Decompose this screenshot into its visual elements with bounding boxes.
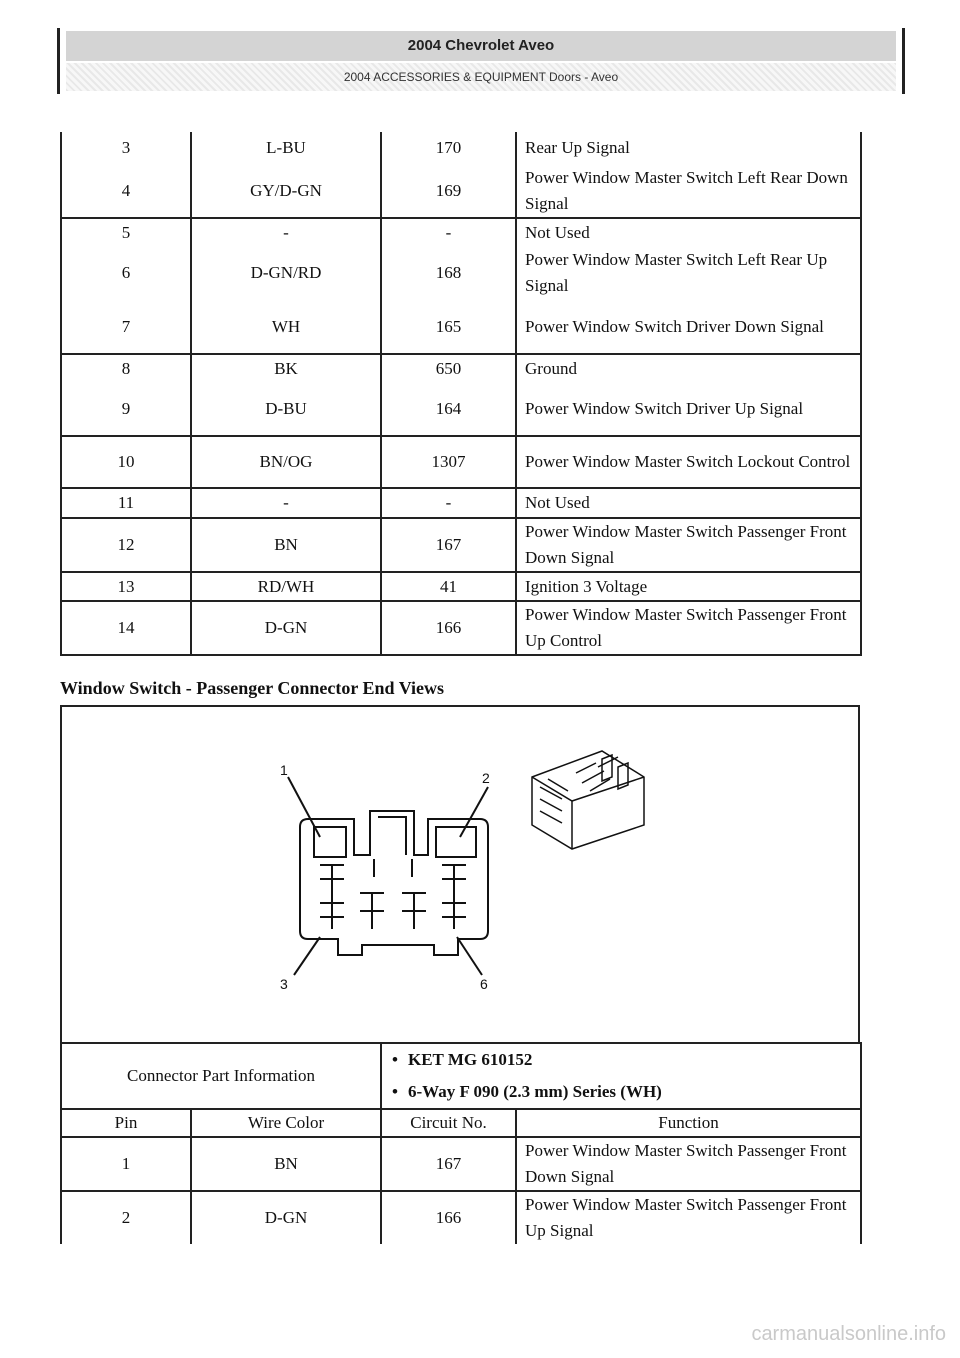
function-cell: Power Window Master Switch Lockout Control [516,436,861,488]
function-cell: Power Window Switch Driver Down Signal [516,300,861,354]
connector-diagram-box [60,705,860,1042]
table-row [61,300,861,354]
table-row [61,132,861,164]
function-cell: Power Window Master Switch Passenger Front Up Control [516,601,861,655]
function-cell: Power Window Master Switch Passenger Front Down Signal [516,518,861,572]
wire-color-cell: GY/D-GN [191,164,381,218]
function-cell: Ignition 3 Voltage [516,572,861,601]
section-caption: Window Switch - Passenger Connector End Views [60,678,445,698]
table-row [61,218,861,246]
table-row [61,246,861,300]
callout-1: 1 [280,762,288,778]
pin-cell: 12 [61,518,191,572]
wire-color-cell: BN/OG [191,436,381,488]
wire-color-cell: - [191,488,381,518]
table-row [61,1191,861,1244]
callout-leader [460,787,488,837]
function-cell: Power Window Master Switch Left Rear Up Signal [516,246,861,300]
circuit-cell: - [381,488,516,518]
callout-leader [294,937,320,975]
document-header [57,28,905,94]
column-header-pin: Pin [61,1109,191,1137]
table-row [61,164,861,218]
function-cell: Not Used [516,488,861,518]
column-header-wire-color: Wire Color [191,1109,381,1137]
pin-cell: 4 [61,164,191,218]
function-cell: Ground [516,354,861,382]
callout-2: 2 [482,770,490,786]
pin-cell: 6 [61,246,191,300]
circuit-cell: 650 [381,354,516,382]
circuit-cell: 170 [381,132,516,164]
circuit-cell: 164 [381,382,516,436]
wire-color-cell: D-BU [191,382,381,436]
function-cell: Power Window Master Switch Passenger Front Up Signal [516,1191,861,1244]
list-item: • 6-Way F 090 (2.3 mm) Series (WH) [408,1076,860,1108]
function-cell: Rear Up Signal [516,132,861,164]
function-cell: Power Window Master Switch Passenger Front Down Signal [516,1137,861,1191]
pin-cell: 10 [61,436,191,488]
table-row [61,436,861,488]
pin-cell: 2 [61,1191,191,1244]
connector-info-list [382,1044,860,1108]
table-row [61,488,861,518]
circuit-cell: 168 [381,246,516,300]
connector-info-label: Connector Part Information [61,1043,381,1109]
wire-color-cell: D-GN [191,1191,381,1244]
circuit-cell: 167 [381,1137,516,1191]
site-watermark: carmanualsonline.info [751,1323,946,1345]
connector-info-values [381,1043,861,1109]
wire-color-cell: BK [191,354,381,382]
document-title: 2004 Chevrolet Aveo [66,31,896,61]
circuit-cell: 166 [381,601,516,655]
pin-cell: 14 [61,601,191,655]
passenger-connector-table [60,1042,862,1244]
wire-color-cell: WH [191,300,381,354]
circuit-cell: 1307 [381,436,516,488]
pinout-table-continued [60,132,862,656]
circuit-cell: 165 [381,300,516,354]
pin-cell: 5 [61,218,191,246]
list-item: • KET MG 610152 [408,1044,860,1076]
connector-iso-view [532,751,644,849]
pin-cell: 7 [61,300,191,354]
circuit-cell: - [381,218,516,246]
circuit-cell: 166 [381,1191,516,1244]
pin-cell: 13 [61,572,191,601]
wire-color-cell: L-BU [191,132,381,164]
pin-cell: 1 [61,1137,191,1191]
wire-color-cell: BN [191,518,381,572]
table-row [61,572,861,601]
connector-end-view-diagram [62,707,858,1042]
table-row [61,1137,861,1191]
table-row [61,601,861,655]
wire-color-cell: - [191,218,381,246]
function-cell: Power Window Master Switch Left Rear Down Signal [516,164,861,218]
wire-color-cell: RD/WH [191,572,381,601]
wire-color-cell: D-GN [191,601,381,655]
callout-3: 3 [280,976,288,992]
pin-cell: 9 [61,382,191,436]
circuit-cell: 41 [381,572,516,601]
document-subtitle: 2004 ACCESSORIES & EQUIPMENT Doors - Aveo [66,63,896,91]
callout-6: 6 [480,976,488,992]
table-row [61,382,861,436]
function-cell: Power Window Switch Driver Up Signal [516,382,861,436]
function-cell: Not Used [516,218,861,246]
circuit-cell: 169 [381,164,516,218]
pin-cell: 11 [61,488,191,518]
circuit-cell: 167 [381,518,516,572]
connector-info-row [61,1043,861,1109]
table-row [61,354,861,382]
pin-cell: 8 [61,354,191,382]
wire-color-cell: D-GN/RD [191,246,381,300]
callout-leader [457,937,482,975]
column-header-circuit: Circuit No. [381,1109,516,1137]
column-header-function: Function [516,1109,861,1137]
pin-cell: 3 [61,132,191,164]
wire-color-cell: BN [191,1137,381,1191]
connector-face [300,811,488,955]
table-header-row [61,1109,861,1137]
table-row [61,518,861,572]
